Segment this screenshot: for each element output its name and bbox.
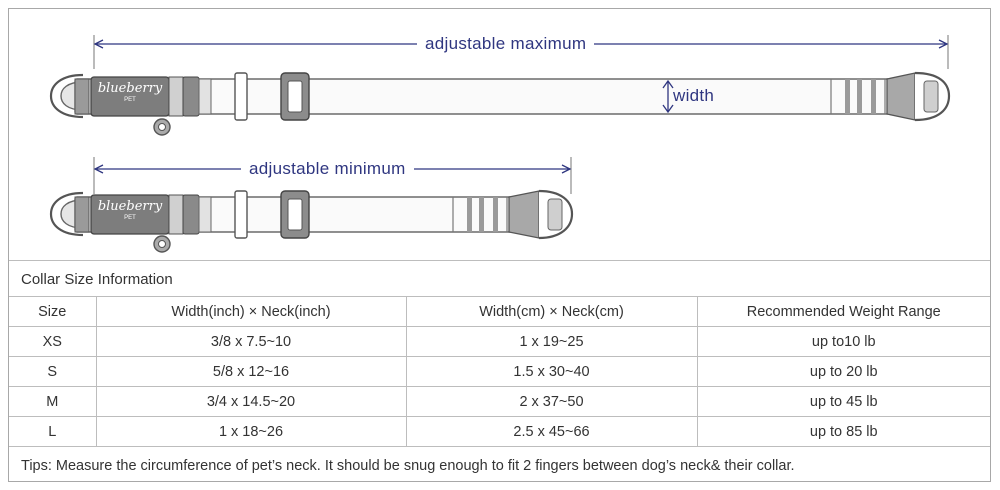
cell-weight: up to 45 lb (697, 387, 990, 417)
cell-size: L (9, 417, 96, 447)
cell-size: M (9, 387, 96, 417)
brand-name: blueberry (97, 81, 163, 96)
brand-name: blueberry (97, 199, 163, 214)
cell-cm: 1.5 x 30~40 (406, 357, 697, 387)
tips-text: Tips: Measure the circumference of pet’s neck. It should be snug enough to fit 2 fingers between dog’s neck& their collar. (21, 458, 795, 474)
cell-inch: 3/8 x 7.5~10 (96, 327, 406, 357)
collar-size-table (9, 296, 990, 447)
cell-weight: up to 85 lb (697, 417, 990, 447)
table-title: Collar Size Information (21, 271, 173, 288)
brand-sub: PET (124, 215, 136, 221)
cell-cm: 2.5 x 45~66 (406, 417, 697, 447)
table-header-row (9, 297, 990, 327)
header-width-neck-cm: Width(cm) × Neck(cm) (406, 297, 697, 327)
cell-inch: 5/8 x 12~16 (96, 357, 406, 387)
cell-cm: 1 x 19~25 (406, 327, 697, 357)
label-adjustable-maximum: adjustable maximum (417, 34, 594, 54)
table-row (9, 357, 990, 387)
header-width-neck-inch: Width(inch) × Neck(inch) (96, 297, 406, 327)
cell-weight: up to10 lb (697, 327, 990, 357)
table-row (9, 387, 990, 417)
size-chart-frame (8, 8, 991, 482)
brand-logo-max (92, 81, 168, 104)
header-weight-range: Recommended Weight Range (697, 297, 990, 327)
label-width: width (673, 86, 715, 105)
cell-size: S (9, 357, 96, 387)
cell-inch: 3/4 x 14.5~20 (96, 387, 406, 417)
brand-logo-min (92, 199, 168, 222)
cell-size: XS (9, 327, 96, 357)
cell-cm: 2 x 37~50 (406, 387, 697, 417)
divider (9, 260, 990, 261)
header-size: Size (9, 297, 96, 327)
table-row (9, 417, 990, 447)
table-row (9, 327, 990, 357)
cell-inch: 1 x 18~26 (96, 417, 406, 447)
cell-weight: up to 20 lb (697, 357, 990, 387)
brand-sub: PET (124, 97, 136, 103)
label-adjustable-minimum: adjustable minimum (241, 159, 414, 179)
